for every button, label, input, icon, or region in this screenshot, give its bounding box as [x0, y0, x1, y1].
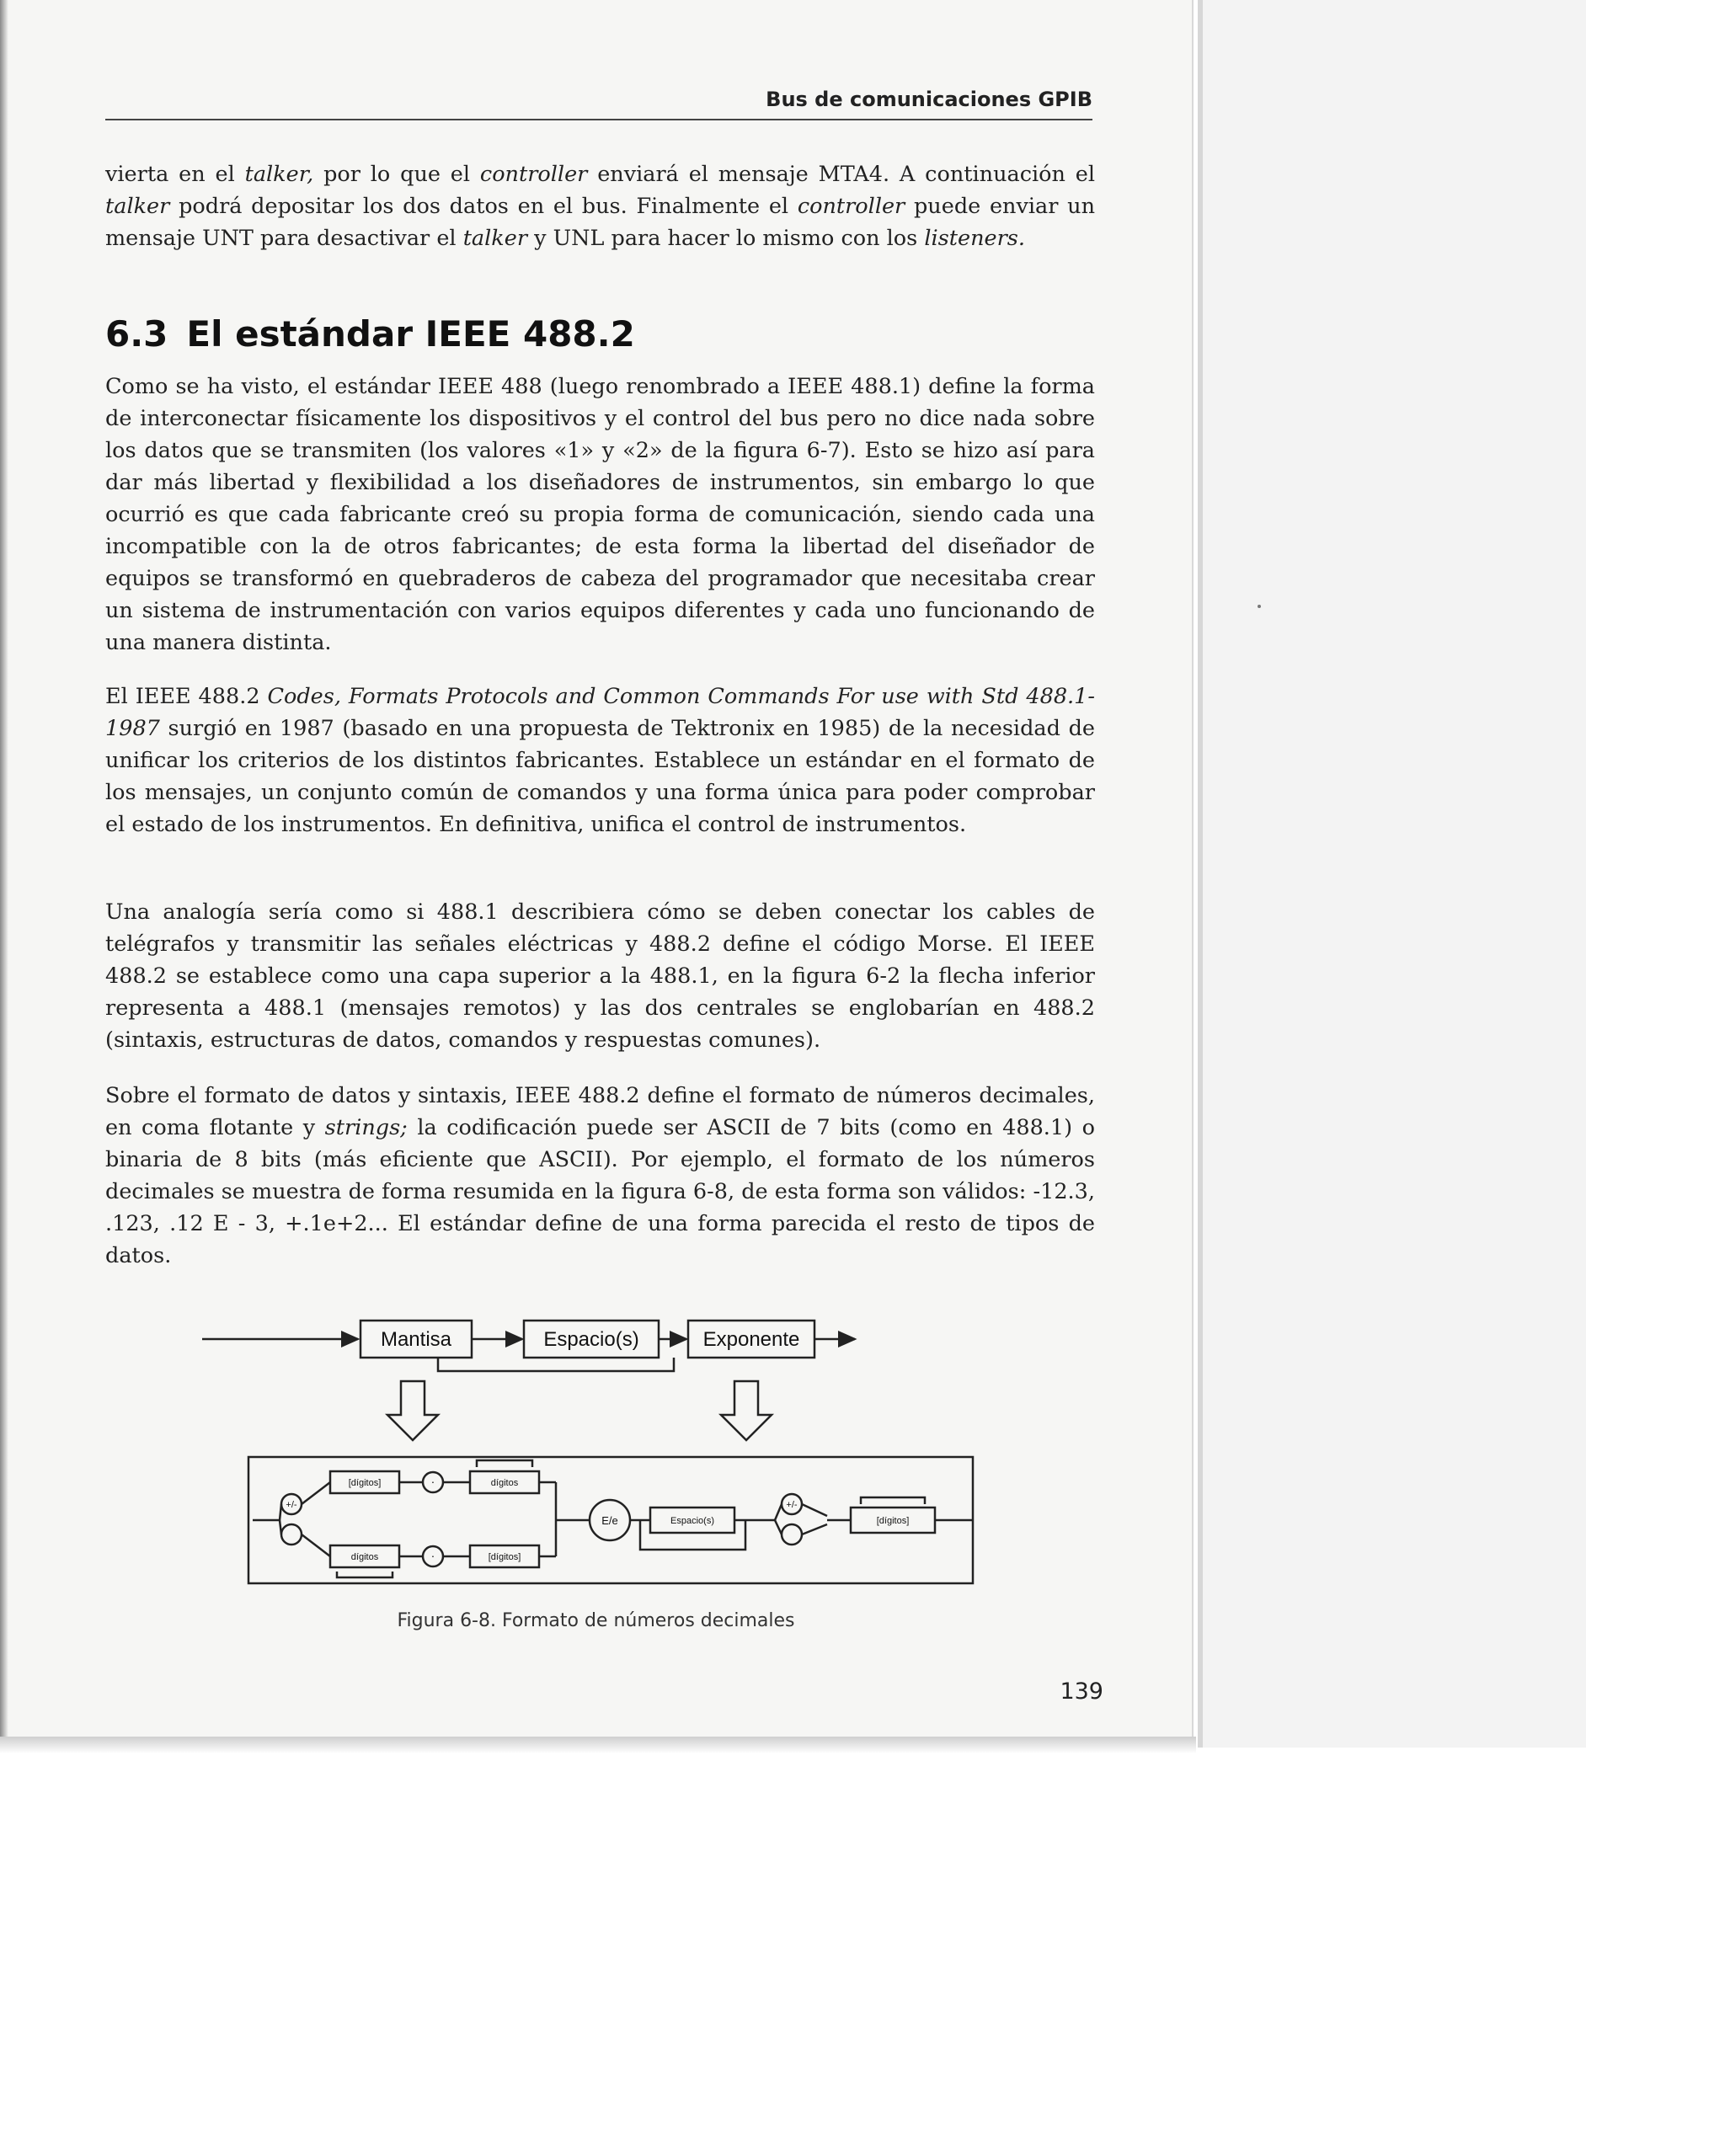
digits-label-3: dígitos [350, 1552, 379, 1562]
svg-text:+/-: +/- [286, 1500, 297, 1510]
down-arrow-exponente [721, 1381, 772, 1440]
exponente-label: Exponente [702, 1328, 800, 1351]
page-spine-shadow [0, 0, 8, 1748]
digits-label-2: dígitos [490, 1478, 519, 1488]
paragraph-2: Como se ha visto, el estándar IEEE 488 (luego renombrado a IEEE 488.1) define la forma de interconectar físicamente los dispositivos y el control del bus pero no dice nada sobre los datos que se transmiten (los valores «1» y «2» de la figura 6-7). Esto se hizo así para dar más libertad y flexibilidad a los diseñadores de instrumentos, sin embargo lo que ocurrió es que cada fabricante creó su propia forma de comunicación, siendo cada una incompatible con la de otros fabricantes; de esta forma la libertad del diseñador de equipos se transformó en quebraderos de cabeza del programador que necesitaba crear un sistema de instrumentación con varios equipos diferentes y cada uno funcionando de una manera distinta. [105, 374, 1095, 655]
header-rule [105, 119, 1092, 120]
digits-label-1: [dígitos] [348, 1478, 382, 1488]
figure-caption: Figura 6-8. Formato de números decimales [397, 1610, 795, 1631]
paragraph-3: El IEEE 488.2 Codes, Formats Protocols and Common Commands For use with Std 488.1-1987 surgió en 1987 (basado en una propuesta de Tektronix en 1985) de la necesidad de unificar los criterios de los distintos fabricantes. Establece un estándar en el formato de los mensajes, un conjunto común de comandos y una forma única para poder comprobar el estado de los instrumentos. En definitiva, unifica el control de instrumentos. [105, 684, 1095, 837]
paragraph-5: Sobre el formato de datos y sintaxis, IEEE 488.2 define el formato de números decimales, en coma flotante y strings; la codificación puede ser ASCII de 7 bits (como en 488.1) o binaria de 8 bits (más eficiente que ASCII). Por ejemplo, el formato de los números decimales se muestra de forma resumida en la figura 6-8, de esta forma son válidos: -12.3, .123, .12 E - 3, +.1e+2... El estándar define de una forma parecida el resto de tipos de datos. [105, 1083, 1095, 1268]
mantisa-label: Mantisa [380, 1328, 452, 1351]
decimal-format-diagram [135, 1305, 977, 1609]
exp-marker-label: E/e [601, 1514, 618, 1527]
svg-text:·: · [430, 1549, 435, 1562]
bypass-line [438, 1358, 674, 1371]
down-arrow-mantisa [387, 1381, 438, 1440]
espacio-label: Espacio(s) [543, 1328, 639, 1351]
next-page-edge [1198, 0, 1586, 1748]
svg-text:·: · [430, 1475, 435, 1488]
exp-digits-label: [dígitos] [876, 1516, 910, 1526]
scan-speck [1258, 605, 1261, 608]
svg-text:+/-: +/- [786, 1500, 798, 1510]
section-title: El estándar IEEE 488.2 [186, 313, 635, 355]
running-header: Bus de comunicaciones GPIB [766, 88, 1092, 111]
paragraph-1: vierta en el talker, por lo que el controller enviará el mensaje MTA4. A continuación el talker podrá depositar los dos datos en el bus. Finalmente el controller puede enviar un mensaje UNT para desactivar el talker y UNL para hacer lo mismo con los listeners. [105, 162, 1095, 251]
exp-space-label: Espacio(s) [670, 1516, 714, 1526]
page-number: 139 [1060, 1678, 1103, 1705]
section-heading [105, 313, 635, 355]
page-bottom-edge [0, 1737, 1196, 1753]
digits-label-4: [dígitos] [488, 1552, 521, 1562]
section-number: 6.3 [105, 313, 168, 355]
paragraph-4: Una analogía sería como si 488.1 describiera cómo se deben conectar los cables de telégrafos y transmitir las señales eléctricas y 488.2 define el código Morse. El IEEE 488.2 se establece como una capa superior a la 488.1, en la figura 6-2 la flecha inferior representa a 488.1 (mensajes remotos) y las dos centrales se englobarían en 488.2 (sintaxis, estructuras de datos, comandos y respuestas comunes). [105, 899, 1095, 1053]
